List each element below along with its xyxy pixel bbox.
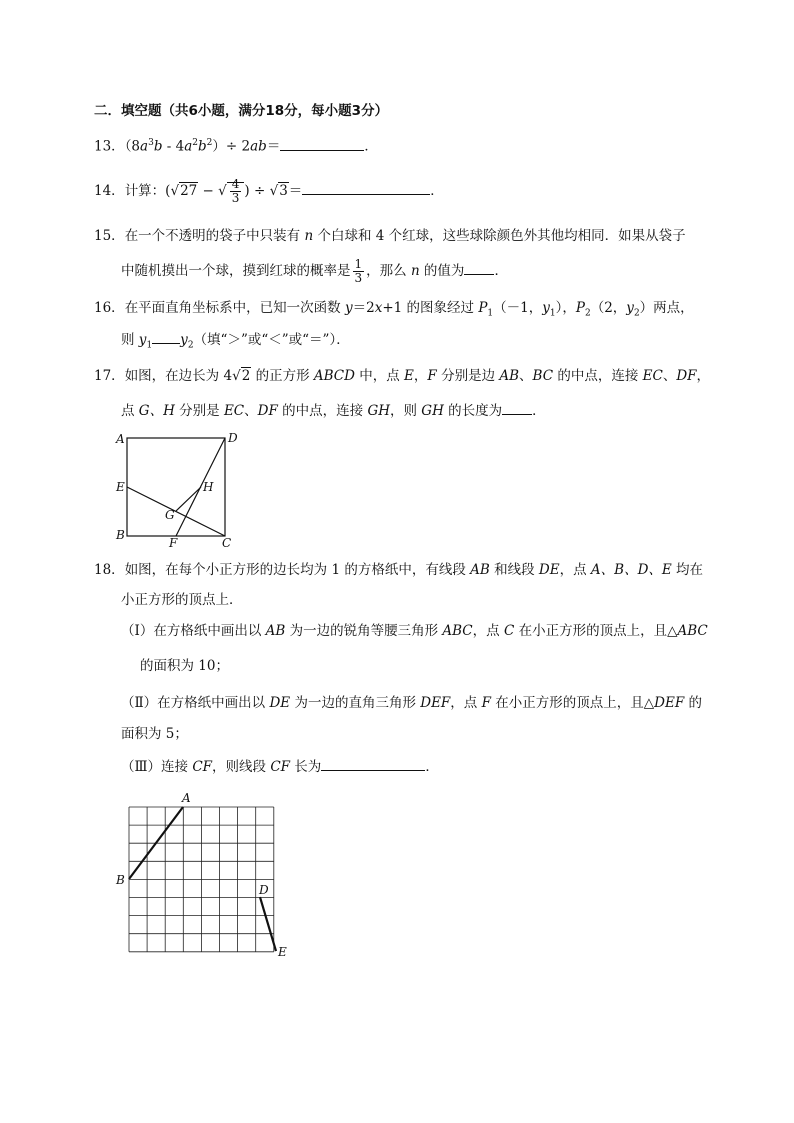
figure-grid-paper	[112, 790, 292, 962]
question-14: 14．计算：(√27 − √ $\frac{4}{3}$ ) ÷ √3＝ ．	[94, 177, 444, 205]
label-f: F	[169, 536, 178, 550]
question-18-part1-cont: 的面积为 10；	[140, 658, 229, 674]
figure-square-abcd	[110, 428, 250, 552]
q-number: 13．	[94, 138, 125, 155]
answer-blank[interactable]	[321, 756, 425, 771]
label-g: G	[165, 508, 175, 522]
label-h: H	[203, 480, 214, 494]
label-a: A	[182, 791, 191, 805]
question-18-part2-cont: 面积为 5；	[121, 726, 188, 742]
answer-blank[interactable]	[152, 329, 180, 344]
question-15-line2: 中随机摸出一个球，摸到红球的概率是 $\frac{1}{3}$ ，那么 n 的值为 ．	[121, 257, 508, 285]
label-d: D	[228, 431, 238, 445]
label-e: E	[278, 945, 287, 959]
question-18-line1: 18．如图，在每个小正方形的边长均为 1 的方格纸中，有线段 AB 和线段 DE，点 A、B、D、E 均在	[94, 562, 704, 578]
label-e: E	[116, 480, 125, 494]
segment-gh	[176, 487, 201, 511]
label-d: D	[259, 883, 269, 897]
question-18-part2: （Ⅱ）在方格纸中画出以 DE 为一边的直角三角形 DEF，点 F 在小正方形的顶点上，且△DEF 的	[121, 695, 702, 711]
question-15-line1: 15．在一个不透明的袋子中只装有 n 个白球和 4 个红球，这些球除颜色外其他均相同．如果从袋子	[94, 228, 686, 244]
question-18-line2: 小正方形的顶点上．	[121, 592, 243, 608]
label-c: C	[222, 536, 232, 550]
question-18-part1: （Ⅰ）在方格纸中画出以 AB 为一边的锐角等腰三角形 ABC，点 C 在小正方形的顶点上，且△ABC	[121, 623, 708, 639]
question-18-part3: （Ⅲ）连接 CF，则线段 CF 长为 ．	[121, 756, 439, 777]
answer-blank[interactable]	[302, 180, 430, 195]
question-16-line1: 16．在平面直角坐标系中，已知一次函数 y＝2x+1 的图象经过 $P_1(-1$，$y_1$），$P_2(2$，$y_2$）两点，	[94, 300, 694, 319]
question-17-line1: 17．如图，在边长为 4√2 的正方形 ABCD 中，点 E，F 分别是边 AB、BC 的中点，连接 EC、DF，	[94, 368, 711, 384]
question-16-line2: 则 $y_1$ $y_2$（填“＞”或“＜”或“＝”）．	[121, 329, 350, 356]
label-b: B	[116, 528, 125, 542]
answer-blank[interactable]	[502, 400, 532, 415]
label-a: A	[116, 432, 125, 446]
section-title: 二．填空题（共6小题，满分18分，每小题3分）	[94, 103, 389, 119]
grid-lines	[129, 807, 274, 952]
answer-blank[interactable]	[464, 260, 494, 275]
question-13: 13．$(8a^3b - 4a^2b^2)\div 2ab=$ ．	[94, 133, 378, 157]
answer-blank[interactable]	[280, 136, 364, 151]
question-17-line2: 点 G、H 分别是 EC、DF 的中点，连接 GH，则 GH 的长度为 ．	[121, 400, 546, 421]
label-b: B	[116, 873, 125, 887]
segment-ec	[127, 487, 225, 536]
